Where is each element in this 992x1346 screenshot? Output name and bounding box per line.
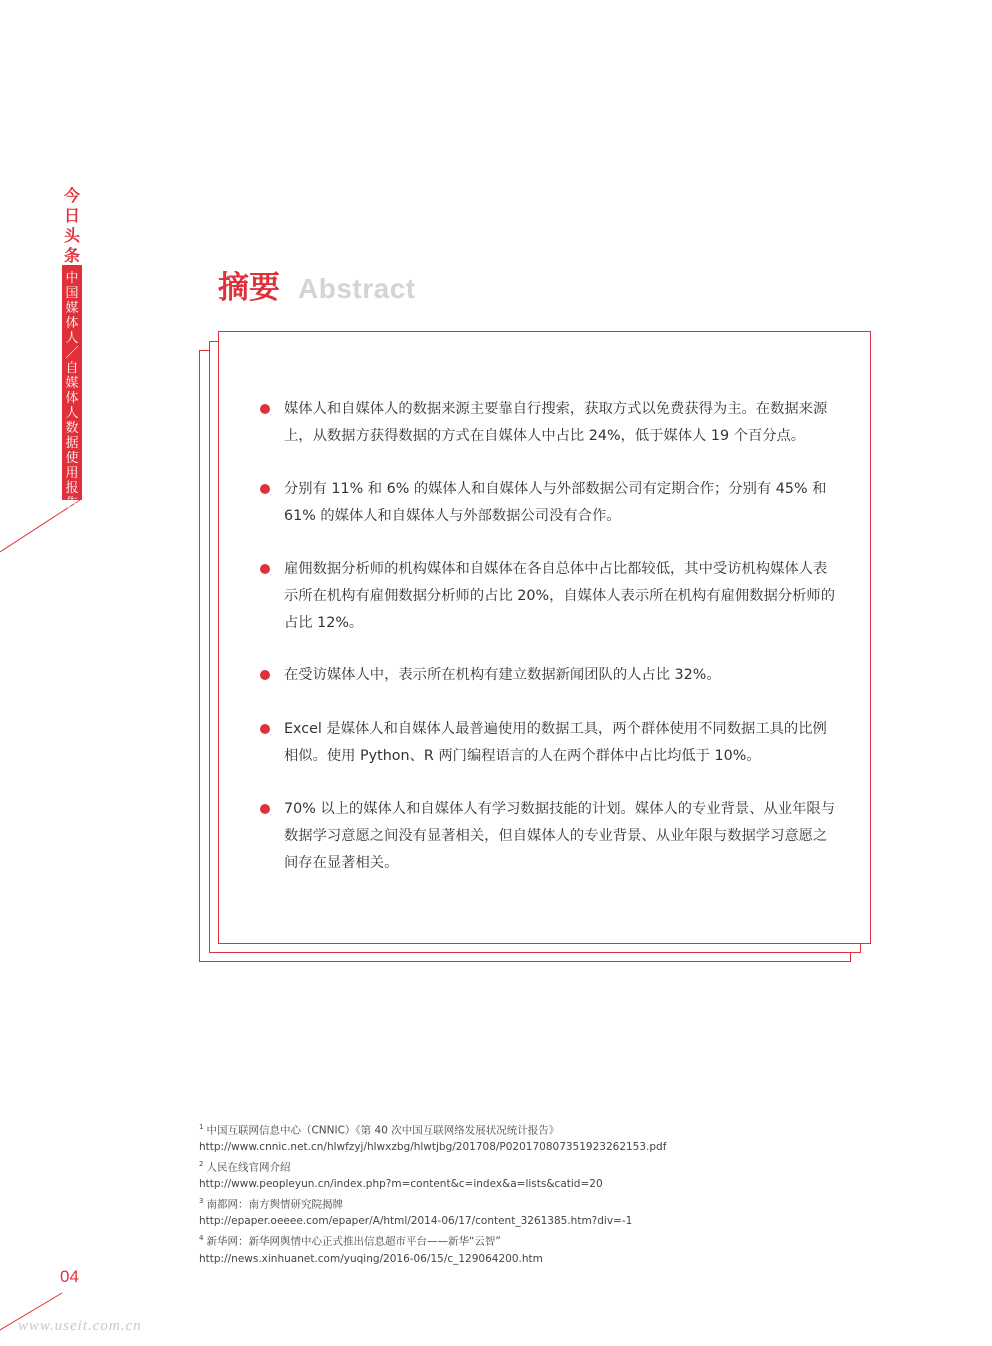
abstract-item-text: 70% 以上的媒体人和自媒体人有学习数据技能的计划。媒体人的专业背景、从业年限与数据学习意愿之间没有显著相关，但自媒体人的专业背景、从业年限与数据学习意愿之间存在显著相关。 bbox=[284, 801, 836, 871]
bullet-dot-icon bbox=[260, 404, 270, 414]
footnote-number: 3 bbox=[199, 1197, 204, 1206]
footnote-line bbox=[199, 1193, 799, 1213]
abstract-item-text: 在受访媒体人中，表示所在机构有建立数据新闻团队的人占比 32%。 bbox=[284, 667, 721, 683]
heading-english: Abstract bbox=[298, 273, 416, 304]
report-title-vertical: 中 国 媒 体 人 ／ 自 媒 体 人 数 据 使 用 报 告 bbox=[65, 271, 79, 511]
abstract-item-text: Excel 是媒体人和自媒体人最普遍使用的数据工具，两个群体使用不同数据工具的比例相似。使用 Python、R 两门编程语言的人在两个群体中占比均低于 10%。 bbox=[284, 721, 827, 764]
bullet-dot-icon bbox=[260, 484, 270, 494]
footnote-url[interactable]: http://www.cnnic.net.cn/hlwfzyj/hlwxzbg/hlwtjbg/201708/P020170807351923262153.pdf bbox=[199, 1141, 667, 1154]
abstract-item bbox=[260, 716, 840, 770]
abstract-item-text: 雇佣数据分析师的机构媒体和自媒体在各自总体中占比都较低，其中受访机构媒体人表示所在机构有雇佣数据分析师的占比 20%，自媒体人表示所在机构有雇佣数据分析师的占比 12%。 bbox=[284, 561, 836, 631]
section-heading bbox=[218, 262, 416, 306]
page-number: 04 bbox=[60, 1267, 79, 1286]
bullet-dot-icon bbox=[260, 564, 270, 574]
footnote-text: 人民在线官网介绍 bbox=[206, 1161, 291, 1174]
bullet-dot-icon bbox=[260, 670, 270, 680]
abstract-item bbox=[260, 396, 840, 450]
footnote-number: 1 bbox=[199, 1123, 204, 1131]
abstract-item bbox=[260, 662, 721, 689]
footnote-url[interactable]: http://epaper.oeeee.com/epaper/A/html/2014-06/17/content_3261385.htm?div=-1 bbox=[199, 1215, 633, 1228]
abstract-item-text: 分别有 11% 和 6% 的媒体人和自媒体人与外部数据公司有定期合作；分别有 45% 和 61% 的媒体人和自媒体人与外部数据公司没有合作。 bbox=[284, 481, 827, 524]
footnote-text: 新华网：新华网舆情中心正式推出信息超市平台——新华“云智” bbox=[206, 1235, 501, 1248]
footnote-line bbox=[199, 1230, 799, 1250]
footnote-text: 南都网：南方舆情研究院揭牌 bbox=[206, 1198, 343, 1211]
abstract-item-text: 媒体人和自媒体人的数据来源主要靠自行搜索，获取方式以免费获得为主。在数据来源上，从数据方获得数据的方式在自媒体人中占比 24%，低于媒体人 19 个百分点。 bbox=[284, 401, 828, 444]
footnote-line bbox=[199, 1119, 799, 1139]
footnote-link[interactable] bbox=[199, 1213, 799, 1230]
brand-logo-text: 今 日 头 条 bbox=[63, 186, 80, 265]
report-side-tab bbox=[62, 265, 82, 511]
footnote-url[interactable]: http://news.xinhuanet.com/yuqing/2016-06/15/c_129064200.htm bbox=[199, 1252, 543, 1265]
abstract-item bbox=[260, 796, 840, 877]
footnote-line bbox=[199, 1156, 799, 1176]
footnote-number: 4 bbox=[199, 1234, 204, 1243]
footnote-url[interactable]: http://www.peopleyun.cn/index.php?m=content&c=index&a=lists&catid=20 bbox=[199, 1178, 603, 1191]
footnote-link[interactable] bbox=[199, 1176, 799, 1193]
abstract-item bbox=[260, 476, 840, 530]
heading-chinese: 摘要 bbox=[218, 270, 280, 306]
footnote-text: 中国互联网信息中心（CNNIC）《第 40 次中国互联网络发展状况统计报告》 bbox=[206, 1124, 560, 1137]
footnote-link[interactable] bbox=[199, 1251, 799, 1268]
footnotes bbox=[199, 1119, 799, 1267]
footnote-link[interactable] bbox=[199, 1139, 799, 1156]
abstract-item bbox=[260, 556, 840, 637]
footnote-number: 2 bbox=[199, 1160, 204, 1169]
bullet-dot-icon bbox=[260, 724, 270, 734]
bullet-dot-icon bbox=[260, 804, 270, 814]
watermark-text: www.useit.com.cn bbox=[18, 1318, 142, 1334]
